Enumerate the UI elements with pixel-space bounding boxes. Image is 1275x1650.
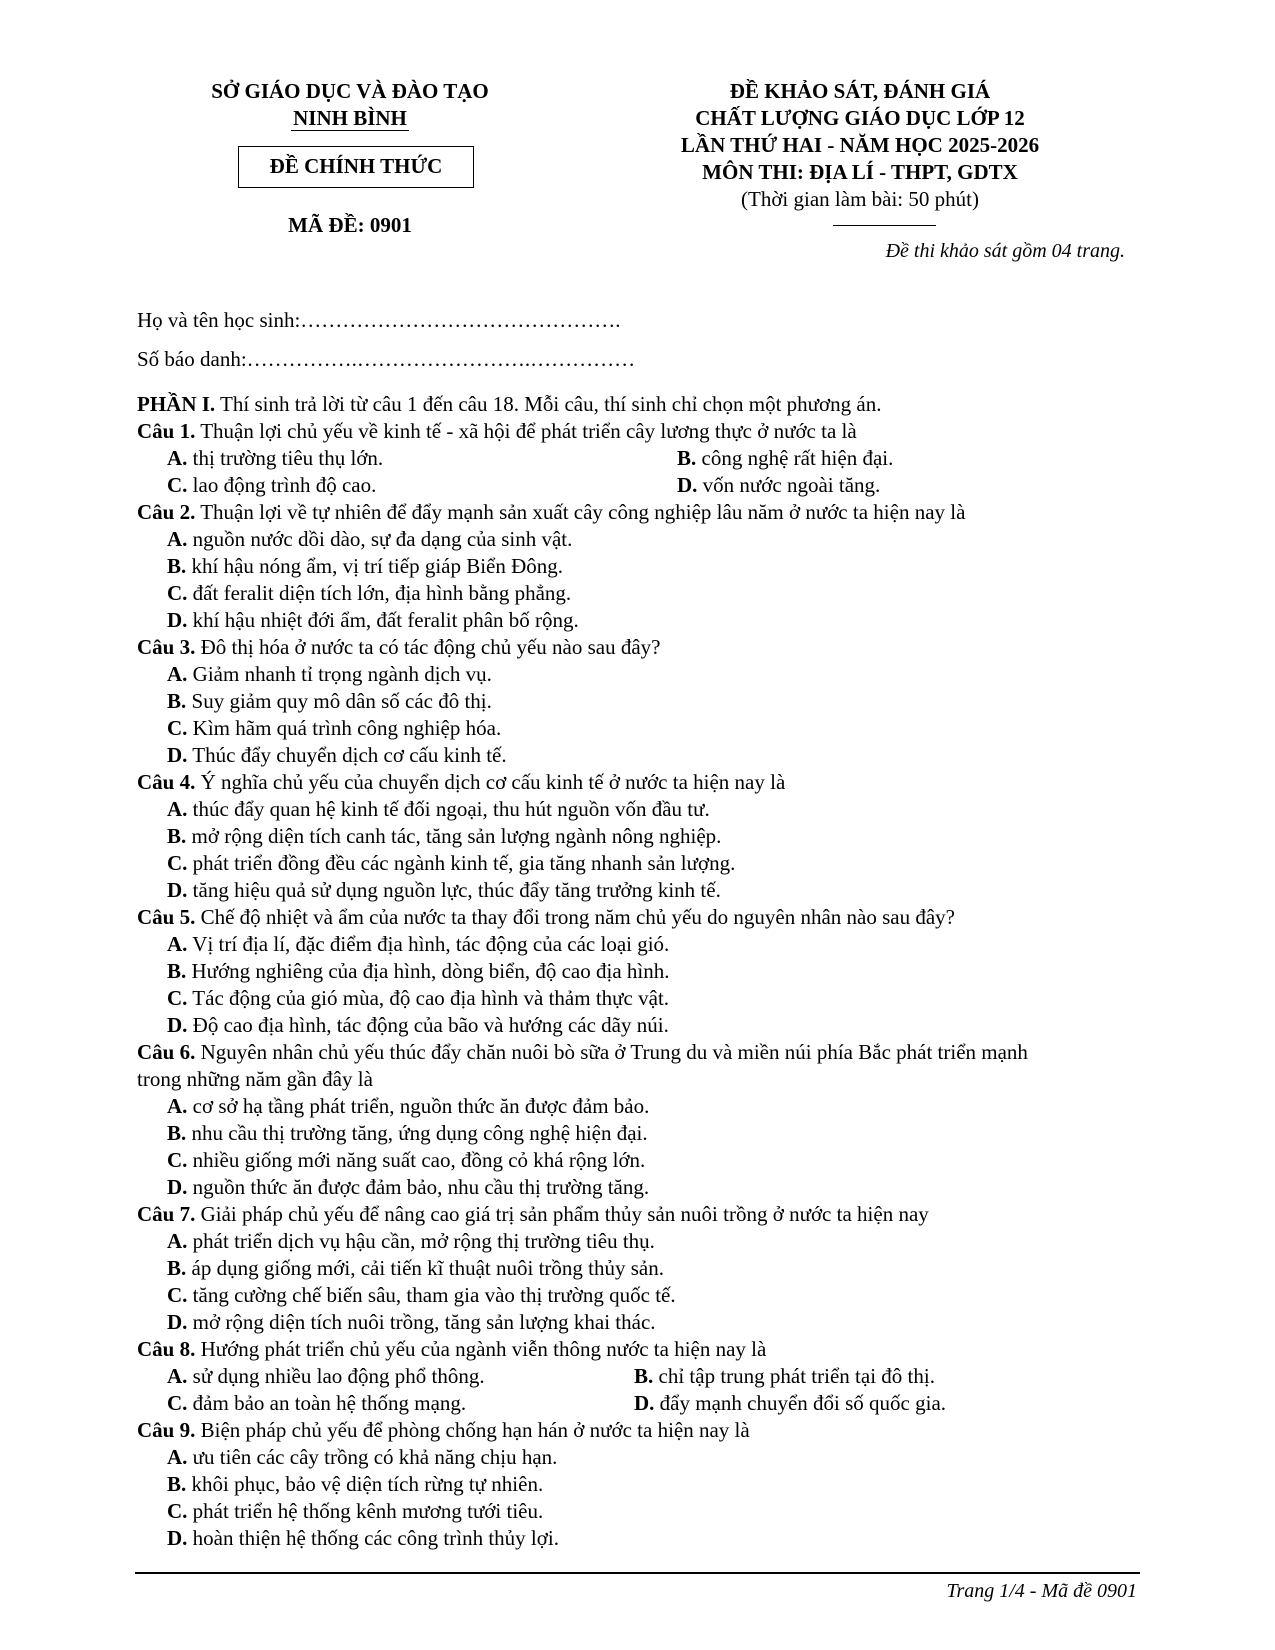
option-a: A. cơ sở hạ tầng phát triển, nguồn thức ăn được đảm bảo. [167,1094,650,1118]
option-d: D. hoàn thiện hệ thống các công trình thủy lợi. [167,1526,559,1550]
option-c: C. nhiều giống mới năng suất cao, đồng cỏ khá rộng lớn. [167,1148,646,1172]
option-row [137,1390,1137,1417]
option-b: B. mở rộng diện tích canh tác, tăng sản lượng ngành nông nghiệp. [167,824,722,848]
question-7: Câu 7. Giải pháp chủ yếu để nâng cao giá trị sản phẩm thủy sản nuôi trồng ở nước ta hiện nay [137,1202,929,1226]
department-name: SỞ GIÁO DỤC VÀ ĐÀO TẠO [211,79,489,103]
option-c: C. đất feralit diện tích lớn, địa hình bằng phẳng. [167,581,572,605]
page-footer: Trang 1/4 - Mã đề 0901 [946,1580,1137,1602]
question-6-continued: trong những năm gần đây là [137,1067,373,1091]
option-b: B. áp dụng giống mới, cải tiến kĩ thuật nuôi trồng thủy sản. [167,1256,664,1280]
option-d: D. mở rộng diện tích nuôi trồng, tăng sản lượng khai thác. [167,1310,656,1334]
option-d: D. Thúc đẩy chuyển dịch cơ cấu kinh tế. [167,743,507,767]
question-4: Câu 4. Ý nghĩa chủ yếu của chuyển dịch cơ cấu kinh tế ở nước ta hiện nay là [137,770,786,794]
footer-divider [135,1572,1140,1574]
option-d: D. khí hậu nhiệt đới ẩm, đất feralit phân bố rộng. [167,608,579,632]
option-c: C. lao động trình độ cao. [167,473,377,497]
question-1: Câu 1. Thuận lợi chủ yếu về kinh tế - xã hội để phát triển cây lương thực ở nước ta là [137,419,857,443]
option-c: C. phát triển đồng đều các ngành kinh tế, gia tăng nhanh sản lượng. [167,851,736,875]
option-c: C. đảm bảo an toàn hệ thống mạng. [167,1391,467,1415]
header-left [165,78,535,132]
option-d: D. vốn nước ngoài tăng. [677,473,881,497]
question-9: Câu 9. Biện pháp chủ yếu để phòng chống hạn hán ở nước ta hiện nay là [137,1418,750,1442]
option-a: A. thúc đẩy quan hệ kinh tế đối ngoại, thu hút nguồn vốn đầu tư. [167,797,710,821]
option-d: D. nguồn thức ăn được đảm bảo, nhu cầu thị trường tăng. [167,1175,650,1199]
option-b: B. công nghệ rất hiện đại. [677,446,894,470]
duration-underline [833,225,936,226]
question-2: Câu 2. Thuận lợi về tự nhiên để đẩy mạnh sản xuất cây công nghiệp lâu năm ở nước ta hiện nay là [137,500,966,524]
option-d: D. Độ cao địa hình, tác động của bão và hướng các dãy núi. [167,1013,669,1037]
student-id-field: Số báo danh:…………….…………………….…………… [137,347,636,371]
exam-title-line2: CHẤT LƯỢNG GIÁO DỤC LỚP 12 [695,106,1025,130]
header-right [630,78,1090,213]
option-a: A. ưu tiên các cây trồng có khả năng chịu hạn. [167,1445,558,1469]
option-a: A. thị trường tiêu thụ lớn. [167,446,384,470]
question-8: Câu 8. Hướng phát triển chủ yếu của ngành viễn thông nước ta hiện nay là [137,1337,767,1361]
option-row [137,472,1137,499]
option-a: A. sử dụng nhiều lao động phổ thông. [167,1364,485,1388]
option-b: B. khôi phục, bảo vệ diện tích rừng tự nhiên. [167,1472,544,1496]
province-name: NINH BÌNH [293,106,407,130]
part-heading: PHẦN I. Thí sinh trả lời từ câu 1 đến câu 18. Mỗi câu, thí sinh chỉ chọn một phương án. [137,392,882,416]
option-b: B. chỉ tập trung phát triển tại đô thị. [634,1364,935,1388]
option-row [137,1363,1137,1390]
option-c: C. Kìm hãm quá trình công nghiệp hóa. [167,716,502,740]
option-b: B. nhu cầu thị trường tăng, ứng dụng công nghệ hiện đại. [167,1121,648,1145]
option-a: A. Giảm nhanh tỉ trọng ngành dịch vụ. [167,662,492,686]
option-b: B. khí hậu nóng ẩm, vị trí tiếp giáp Biển Đông. [167,554,564,578]
exam-title-line3: LẦN THỨ HAI - NĂM HỌC 2025-2026 [680,133,1040,157]
option-a: A. phát triển dịch vụ hậu cần, mở rộng thị trường tiêu thụ. [167,1229,655,1253]
question-5: Câu 5. Chế độ nhiệt và ẩm của nước ta thay đổi trong năm chủ yếu do nguyên nhân nào sau đây? [137,905,955,929]
option-c: C. phát triển hệ thống kênh mương tưới tiêu. [167,1499,544,1523]
student-name-field: Họ và tên học sinh:………………………………………. [137,308,621,332]
exam-code: MÃ ĐỀ: 0901 [288,213,412,237]
option-c: C. tăng cường chế biến sâu, tham gia vào thị trường quốc tế. [167,1283,676,1307]
question-6: Câu 6. Nguyên nhân chủ yếu thúc đẩy chăn nuôi bò sữa ở Trung du và miền núi phía Bắc phát triển mạnh [137,1040,1028,1064]
question-3: Câu 3. Đô thị hóa ở nước ta có tác động chủ yếu nào sau đây? [137,635,661,659]
option-b: B. Hướng nghiêng của địa hình, dòng biển, độ cao địa hình. [167,959,670,983]
pages-note: Đề thi khảo sát gồm 04 trang. [885,240,1125,262]
option-d: D. tăng hiệu quả sử dụng nguồn lực, thúc đẩy tăng trưởng kinh tế. [167,878,721,902]
option-row [137,445,1137,472]
option-d: D. đẩy mạnh chuyển đổi số quốc gia. [634,1391,947,1415]
exam-subject: MÔN THI: ĐỊA LÍ - THPT, GDTX [702,160,1018,184]
option-c: C. Tác động của gió mùa, độ cao địa hình và thảm thực vật. [167,986,670,1010]
exam-content [137,391,1137,1552]
option-a: A. nguồn nước dồi dào, sự đa dạng của sinh vật. [167,527,573,551]
official-exam-box: ĐỀ CHÍNH THỨC [238,146,474,188]
exam-title-line1: ĐỀ KHẢO SÁT, ĐÁNH GIÁ [729,79,991,103]
option-b: B. Suy giảm quy mô dân số các đô thị. [167,689,492,713]
option-a: A. Vị trí địa lí, đặc điểm địa hình, tác động của các loại gió. [167,932,670,956]
exam-duration: (Thời gian làm bài: 50 phút) [741,187,979,211]
